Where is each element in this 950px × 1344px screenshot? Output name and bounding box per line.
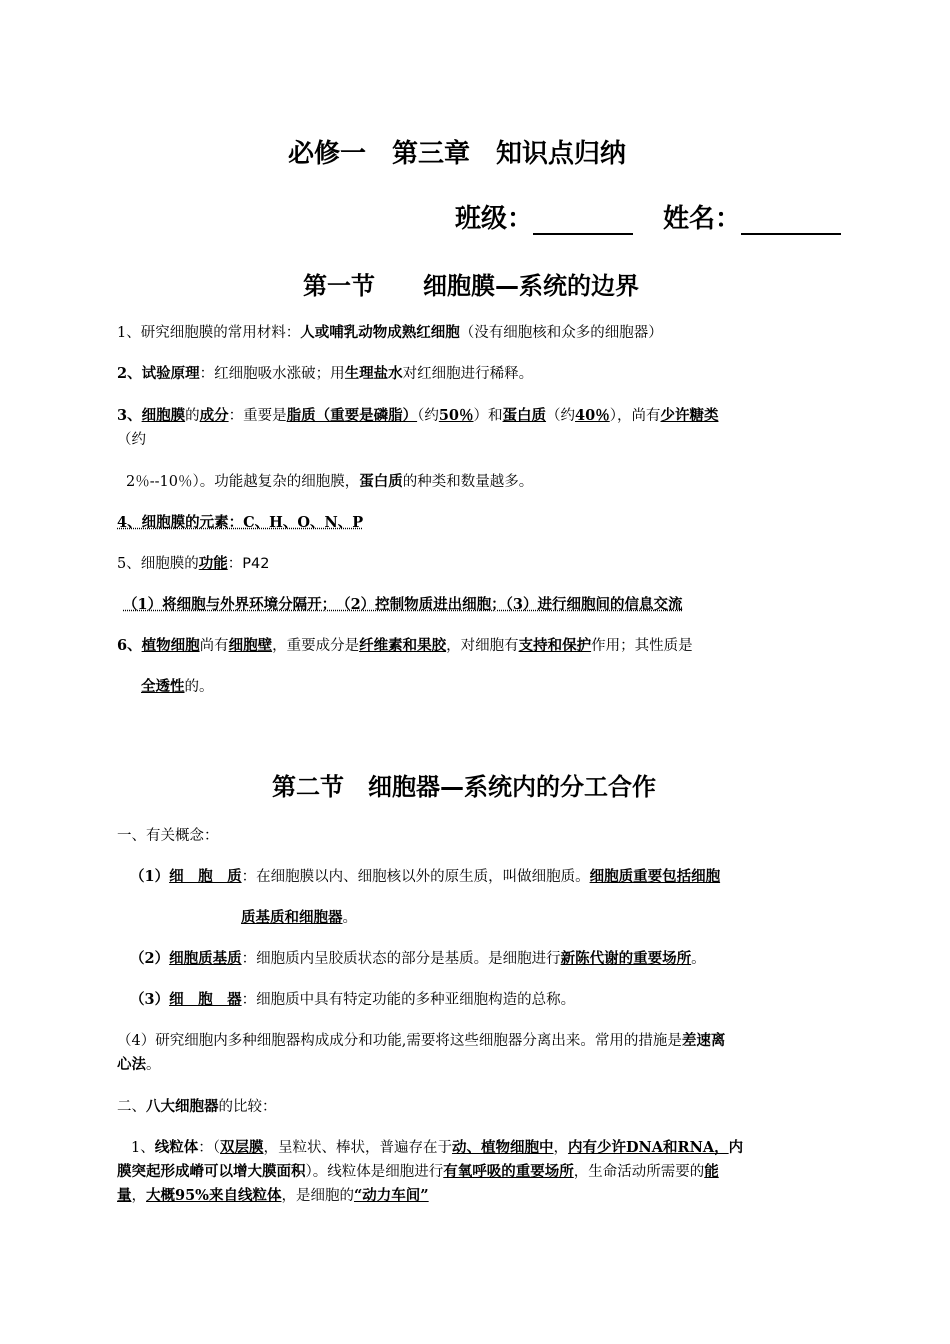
name-label: 姓名： xyxy=(663,204,742,234)
s2-c2-key: 新陈代谢的重要场所 xyxy=(560,950,692,967)
s1-item3 xyxy=(117,406,718,426)
s1-item3-wrap: （约 xyxy=(117,432,146,448)
s2-c1-key2: 质基质和细胞器 xyxy=(241,909,343,926)
mito-line3c: 大概95%来自线粒体 xyxy=(146,1187,282,1204)
s1-item4: 4、细胞膜的元素：C、H、O、N、P xyxy=(117,514,364,531)
mito-line2a: 膜突起形成嵴可以增大膜面积 xyxy=(117,1163,306,1180)
s1-item6-line2 xyxy=(141,677,214,697)
s1-item3-k6: 40％ xyxy=(575,407,610,424)
s1-item1-prefix: 1、研究细胞膜的常用材料： xyxy=(117,325,301,341)
s2-c2 xyxy=(130,949,706,969)
mito-line2c: 有氧呼吸的重要场所 xyxy=(443,1163,574,1180)
class-label: 班级： xyxy=(455,204,534,234)
s2-c2-text: ：细胞质内呈胶质状态的部分是基质。是细胞进行 xyxy=(241,951,561,967)
s1-item3-k5: 蛋白质 xyxy=(502,407,547,424)
mito-line3a: 量 xyxy=(117,1187,132,1204)
s2-part2-title xyxy=(117,1097,277,1117)
s2-c4-end: 。 xyxy=(146,1057,161,1073)
mito-line2 xyxy=(117,1162,719,1182)
s2-part2-key: 八大细胞器 xyxy=(146,1098,219,1115)
s1-item1-key: 人或哺乳动物成熟红细胞 xyxy=(300,324,460,341)
s1-item2-text: ：红细胞吸水涨破；用 xyxy=(199,366,345,382)
s2-c1-text: ：在细胞膜以内、细胞核以外的原生质，叫做细胞质。 xyxy=(241,869,590,885)
s2-c4 xyxy=(117,1031,725,1051)
s2-part1-title: 一、有关概念： xyxy=(117,828,219,844)
mito-k3: 内有少许DNA和RNA， xyxy=(567,1139,729,1156)
s1-item3-line2 xyxy=(126,472,533,492)
s1-item6-k1: 植物细胞 xyxy=(141,637,200,654)
s1-item3-num: 3、 xyxy=(117,407,142,424)
s1-item2-key2: 生理盐水 xyxy=(344,365,403,382)
s1-item6-t1: 尚有 xyxy=(199,638,229,654)
s1-item2 xyxy=(117,364,533,384)
s2-c1-num: （1） xyxy=(130,868,170,885)
mito-line3d: ，是细胞的 xyxy=(281,1188,354,1204)
s1-item6 xyxy=(117,636,693,656)
mito-t1: ，呈粒状、棒状，普遍存在于 xyxy=(263,1140,452,1156)
s1-item3-t5: （约 xyxy=(546,408,576,424)
s2-c3-num: （3） xyxy=(130,991,170,1008)
s1-item5-suffix: ：P42 xyxy=(227,556,270,572)
mito-name: 线粒体 xyxy=(154,1139,199,1156)
mito-line1 xyxy=(131,1138,743,1158)
s1-item6-t5: 的。 xyxy=(184,679,214,695)
mito-t2: ， xyxy=(553,1140,568,1156)
s1-item6-k4: 支持和保护 xyxy=(518,637,592,654)
s1-item3-t6: ），尚有 xyxy=(609,408,661,424)
s1-item3-k2: 成分 xyxy=(199,407,229,424)
s1-item5-key: 功能 xyxy=(198,555,228,572)
s2-c4-key1: 差速离 xyxy=(681,1032,726,1049)
section1-heading: 第一节 细胞膜—系统的边界 xyxy=(303,272,639,300)
s1-item5 xyxy=(117,554,269,574)
s2-c2-num: （2） xyxy=(130,950,170,967)
name-blank[interactable] xyxy=(741,207,841,235)
s1-item3-t3: （约 xyxy=(417,408,439,424)
s1-item3-t2: ：重要是 xyxy=(228,408,287,424)
mito-line2b: ）。线粒体是细胞进行 xyxy=(305,1164,444,1180)
s1-item6-k5: 全透性 xyxy=(141,678,185,695)
document-title: 必修一 第三章 知识点归纳 xyxy=(288,139,627,169)
mito-num: 1、 xyxy=(131,1140,155,1156)
s1-item1-suffix: （没有细胞核和众多的细胞器） xyxy=(459,325,663,341)
s2-c4-text: （4）研究细胞内多种细胞器构成成分和功能,需要将这些细胞器分离出来。常用的措施是 xyxy=(117,1033,682,1049)
s1-item6-t4: 作用；其性质是 xyxy=(591,638,693,654)
mito-line2d: ，生命活动所需要的 xyxy=(573,1164,705,1180)
mito-k2: 动、植物细胞中 xyxy=(451,1139,554,1156)
s2-c1 xyxy=(130,867,720,887)
mito-line3e: “动力车间” xyxy=(353,1187,429,1204)
s1-item2-suffix: 对红细胞进行稀释。 xyxy=(402,366,534,382)
s1-item3-line2c: 的种类和数量越多。 xyxy=(402,474,534,490)
s2-part2-suffix: 的比较： xyxy=(218,1099,277,1115)
mito-line2e: 能 xyxy=(704,1163,719,1180)
section2-heading: 第二节 细胞器—系统内的分工合作 xyxy=(272,773,656,801)
s1-item2-key1: 2、试验原理 xyxy=(117,365,200,382)
s1-item6-t2: ，重要成分是 xyxy=(272,638,360,654)
class-name-line xyxy=(455,198,841,235)
s1-item3-line2b: 蛋白质 xyxy=(359,473,403,490)
s1-item6-t3: ，对细胞有 xyxy=(446,638,519,654)
mito-k3b: 内 xyxy=(728,1139,744,1156)
s1-item6-k3: 纤维素和果胶 xyxy=(359,637,447,654)
s1-item3-k1: 细胞膜 xyxy=(141,407,186,424)
s2-c2-end: 。 xyxy=(691,951,706,967)
class-blank[interactable] xyxy=(533,207,633,235)
s2-c4-key2: 心法 xyxy=(117,1056,146,1073)
s2-part2-prefix: 二、 xyxy=(117,1099,146,1115)
mito-t0: ：（ xyxy=(198,1140,220,1156)
s2-c1-end: 。 xyxy=(342,910,357,926)
s2-c4-line2 xyxy=(117,1055,161,1075)
s1-item3-k4: 50％ xyxy=(438,407,474,424)
s2-c3-term: 细 胞 器 xyxy=(169,991,242,1008)
s1-item5-detail: （1）将细胞与外界环境分隔开； （2）控制物质进出细胞；（3）进行细胞间的信息交流 xyxy=(123,596,683,613)
s1-item6-num: 6、 xyxy=(117,637,142,654)
s2-c1-line2 xyxy=(241,908,357,928)
s1-item3-t1: 的 xyxy=(185,408,200,424)
s1-item1 xyxy=(117,323,663,343)
s1-item3-k3: 脂质（重要是磷脂） xyxy=(286,407,418,424)
s1-item3-line2a: 2％--10％）。功能越复杂的细胞膜， xyxy=(126,474,360,490)
mito-line3 xyxy=(117,1186,429,1206)
s1-item3-k7: 少许糖类 xyxy=(660,407,719,424)
s1-item5-prefix: 5、细胞膜的 xyxy=(117,556,199,572)
s1-item6-k2: 细胞壁 xyxy=(228,637,273,654)
s2-c1-key1: 细胞质重要包括细胞 xyxy=(589,868,721,885)
s1-item3-t4: ）和 xyxy=(473,408,503,424)
s2-c3 xyxy=(130,990,575,1010)
s2-c1-term: 细 胞 质 xyxy=(169,868,242,885)
s2-c3-text: ：细胞质中具有特定功能的多种亚细胞构造的总称。 xyxy=(241,992,576,1008)
mito-k1: 双层膜 xyxy=(219,1139,264,1156)
mito-line3b: ， xyxy=(131,1188,146,1204)
s2-c2-term: 细胞质基质 xyxy=(169,950,242,967)
